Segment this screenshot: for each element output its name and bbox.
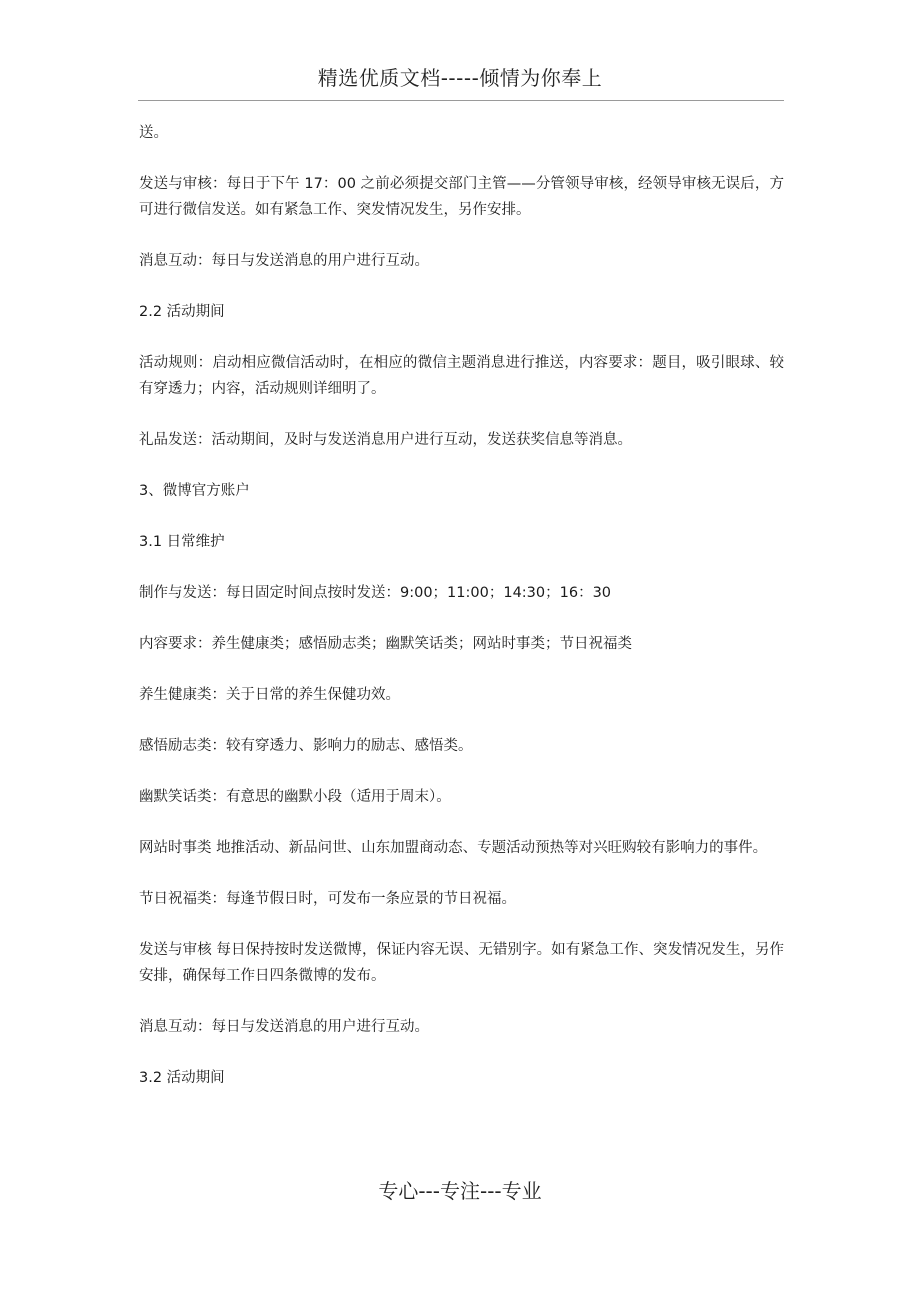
paragraph: 消息互动：每日与发送消息的用户进行互动。 — [139, 1019, 429, 1035]
page-footer: 专心---专注---专业 — [378, 1179, 542, 1203]
paragraph: 幽默笑话类：有意思的幽默小段（适用于周末）。 — [139, 789, 451, 805]
paragraph: 活动规则：启动相应微信活动时，在相应的微信主题消息进行推送，内容要求：题目，吸引眼球、较有穿透力；内容，活动规则详细明了。 — [139, 355, 784, 397]
paragraph: 网站时事类 地推活动、新品问世、山东加盟商动态、专题活动预热等对兴旺购较有影响力的事件。 — [139, 840, 768, 856]
paragraph: 感悟励志类：较有穿透力、影响力的励志、感悟类。 — [139, 738, 473, 754]
page-header: 精选优质文档-----倾情为你奉上 — [317, 66, 603, 90]
section-heading: 3.2 活动期间 — [139, 1070, 225, 1086]
section-heading: 3.1 日常维护 — [139, 534, 225, 550]
section-heading: 3、微博官方账户 — [139, 483, 250, 499]
header-divider — [138, 100, 784, 101]
section-heading: 2.2 活动期间 — [139, 304, 225, 320]
paragraph: 礼品发送：活动期间，及时与发送消息用户进行互动，发送获奖信息等消息。 — [139, 432, 632, 448]
paragraph: 发送与审核：每日于下午 17：00 之前必须提交部门主管——分管领导审核，经领导审核无误后，方可进行微信发送。如有紧急工作、突发情况发生，另作安排。 — [139, 176, 784, 218]
paragraph: 内容要求：养生健康类；感悟励志类；幽默笑话类；网站时事类；节日祝福类 — [139, 636, 632, 652]
paragraph: 制作与发送：每日固定时间点按时发送：9:00；11:00；14:30；16：30 — [139, 585, 612, 601]
paragraph: 消息互动：每日与发送消息的用户进行互动。 — [139, 253, 429, 269]
paragraph: 发送与审核 每日保持按时发送微博，保证内容无误、无错别字。如有紧急工作、突发情况发生，另作安排，确保每工作日四条微博的发布。 — [139, 942, 784, 984]
paragraph: 送。 — [139, 125, 168, 141]
paragraph: 节日祝福类：每逢节假日时，可发布一条应景的节日祝福。 — [139, 891, 516, 907]
document-body — [139, 120, 784, 1116]
paragraph: 养生健康类：关于日常的养生保健功效。 — [139, 687, 400, 703]
